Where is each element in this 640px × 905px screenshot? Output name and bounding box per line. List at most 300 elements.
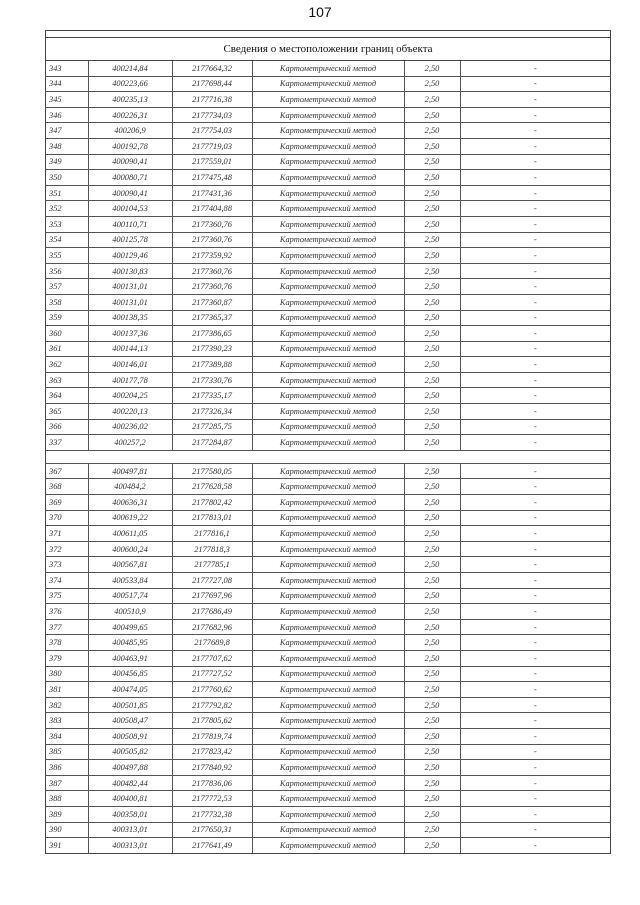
table-top-band <box>46 31 610 38</box>
cell-point-number: 352 <box>46 201 88 217</box>
cell-coord-x: 400125,78 <box>88 232 172 248</box>
cell-accuracy: 2,50 <box>404 341 460 357</box>
table-row <box>46 154 610 170</box>
cell-point-number: 353 <box>46 216 88 232</box>
cell-point-number: 365 <box>46 404 88 420</box>
table-row <box>46 419 610 435</box>
cell-coord-x: 400130,83 <box>88 263 172 279</box>
cell-coord-y: 2177802,42 <box>172 495 252 511</box>
cell-method: Картометрический метод <box>252 697 404 713</box>
cell-method: Картометрический метод <box>252 263 404 279</box>
cell-accuracy: 2,50 <box>404 682 460 698</box>
cell-method: Картометрический метод <box>252 279 404 295</box>
cell-coord-y: 2177330,76 <box>172 372 252 388</box>
table-row <box>46 526 610 542</box>
table-caption: Сведения о местоположении границ объекта <box>46 38 610 61</box>
cell-coord-x: 400104,53 <box>88 201 172 217</box>
cell-point-number: 357 <box>46 279 88 295</box>
table-row <box>46 357 610 373</box>
table-row <box>46 760 610 776</box>
cell-coord-x: 400484,2 <box>88 479 172 495</box>
cell-coord-y: 2177285,75 <box>172 419 252 435</box>
cell-accuracy: 2,50 <box>404 61 460 76</box>
table-row <box>46 263 610 279</box>
cell-description: - <box>460 775 610 791</box>
cell-description: - <box>460 61 610 76</box>
cell-method: Картометрический метод <box>252 372 404 388</box>
cell-method: Картометрический метод <box>252 682 404 698</box>
cell-coord-x: 400474,05 <box>88 682 172 698</box>
cell-coord-x: 400137,36 <box>88 326 172 342</box>
cell-accuracy: 2,50 <box>404 76 460 92</box>
cell-method: Картометрический метод <box>252 619 404 635</box>
table-row <box>46 279 610 295</box>
cell-method: Картометрический метод <box>252 138 404 154</box>
cell-method: Картометрический метод <box>252 61 404 76</box>
cell-accuracy: 2,50 <box>404 372 460 388</box>
cell-coord-y: 2177360,76 <box>172 263 252 279</box>
cell-point-number: 377 <box>46 619 88 635</box>
cell-coord-x: 400505,82 <box>88 744 172 760</box>
table-row <box>46 495 610 511</box>
cell-method: Картометрический метод <box>252 326 404 342</box>
cell-point-number: 358 <box>46 294 88 310</box>
cell-method: Картометрический метод <box>252 185 404 201</box>
table-row <box>46 806 610 822</box>
table-row <box>46 666 610 682</box>
cell-description: - <box>460 619 610 635</box>
cell-coord-y: 2177628,58 <box>172 479 252 495</box>
cell-method: Картометрический метод <box>252 310 404 326</box>
cell-method: Картометрический метод <box>252 388 404 404</box>
table-row <box>46 170 610 186</box>
cell-coord-y: 2177686,49 <box>172 604 252 620</box>
cell-method: Картометрический метод <box>252 510 404 526</box>
cell-coord-y: 2177772,53 <box>172 791 252 807</box>
cell-point-number: 354 <box>46 232 88 248</box>
table-row <box>46 216 610 232</box>
table-row <box>46 248 610 264</box>
cell-accuracy: 2,50 <box>404 791 460 807</box>
cell-accuracy: 2,50 <box>404 526 460 542</box>
table-row <box>46 822 610 838</box>
table-row <box>46 294 610 310</box>
cell-coord-x: 400611,05 <box>88 526 172 542</box>
cell-coord-y: 2177716,38 <box>172 92 252 108</box>
table-row <box>46 541 610 557</box>
table-row <box>46 201 610 217</box>
cell-method: Картометрический метод <box>252 822 404 838</box>
table-row <box>46 107 610 123</box>
table-row <box>46 697 610 713</box>
cell-method: Картометрический метод <box>252 201 404 217</box>
cell-coord-x: 400400,81 <box>88 791 172 807</box>
cell-accuracy: 2,50 <box>404 838 460 853</box>
cell-coord-x: 400517,74 <box>88 588 172 604</box>
cell-point-number: 360 <box>46 326 88 342</box>
section-divider-row <box>46 450 610 463</box>
cell-coord-y: 2177389,88 <box>172 357 252 373</box>
cell-point-number: 346 <box>46 107 88 123</box>
table-row <box>46 463 610 479</box>
cell-description: - <box>460 791 610 807</box>
cell-coord-x: 400090,41 <box>88 185 172 201</box>
cell-point-number: 343 <box>46 61 88 76</box>
table-row <box>46 123 610 139</box>
cell-method: Картометрический метод <box>252 341 404 357</box>
cell-coord-x: 400508,91 <box>88 728 172 744</box>
cell-description: - <box>460 682 610 698</box>
table-row <box>46 372 610 388</box>
cell-description: - <box>460 822 610 838</box>
cell-method: Картометрический метод <box>252 248 404 264</box>
cell-description: - <box>460 123 610 139</box>
cell-coord-x: 400223,66 <box>88 76 172 92</box>
cell-coord-x: 400533,84 <box>88 573 172 589</box>
cell-coord-y: 2177326,34 <box>172 404 252 420</box>
table-row <box>46 232 610 248</box>
cell-coord-x: 400497,88 <box>88 760 172 776</box>
cell-coord-y: 2177431,36 <box>172 185 252 201</box>
cell-coord-y: 2177805,62 <box>172 713 252 729</box>
cell-description: - <box>460 526 610 542</box>
cell-point-number: 347 <box>46 123 88 139</box>
cell-description: - <box>460 760 610 776</box>
cell-coord-y: 2177792,82 <box>172 697 252 713</box>
cell-point-number: 348 <box>46 138 88 154</box>
cell-accuracy: 2,50 <box>404 107 460 123</box>
cell-method: Картометрический метод <box>252 791 404 807</box>
table-row <box>46 388 610 404</box>
cell-coord-y: 2177559,01 <box>172 154 252 170</box>
cell-description: - <box>460 92 610 108</box>
cell-coord-y: 2177727,08 <box>172 573 252 589</box>
table-row <box>46 326 610 342</box>
cell-coord-x: 400131,01 <box>88 294 172 310</box>
cell-accuracy: 2,50 <box>404 123 460 139</box>
cell-point-number: 351 <box>46 185 88 201</box>
cell-point-number: 376 <box>46 604 88 620</box>
table-row <box>46 728 610 744</box>
table-row <box>46 838 610 853</box>
cell-coord-x: 400567,81 <box>88 557 172 573</box>
cell-description: - <box>460 232 610 248</box>
cell-point-number: 362 <box>46 357 88 373</box>
cell-coord-x: 400220,13 <box>88 404 172 420</box>
cell-coord-y: 2177697,96 <box>172 588 252 604</box>
cell-accuracy: 2,50 <box>404 744 460 760</box>
cell-method: Картометрический метод <box>252 713 404 729</box>
cell-point-number: 349 <box>46 154 88 170</box>
cell-point-number: 374 <box>46 573 88 589</box>
cell-coord-x: 400129,46 <box>88 248 172 264</box>
cell-description: - <box>460 541 610 557</box>
cell-method: Картометрический метод <box>252 744 404 760</box>
cell-description: - <box>460 635 610 651</box>
cell-coord-x: 400131,01 <box>88 279 172 295</box>
cell-accuracy: 2,50 <box>404 92 460 108</box>
cell-coord-y: 2177580,05 <box>172 463 252 479</box>
cell-accuracy: 2,50 <box>404 510 460 526</box>
cell-method: Картометрический метод <box>252 435 404 451</box>
cell-method: Картометрический метод <box>252 775 404 791</box>
cell-method: Картометрический метод <box>252 419 404 435</box>
cell-method: Картометрический метод <box>252 806 404 822</box>
cell-description: - <box>460 76 610 92</box>
cell-accuracy: 2,50 <box>404 713 460 729</box>
cell-accuracy: 2,50 <box>404 170 460 186</box>
cell-coord-y: 2177813,01 <box>172 510 252 526</box>
cell-point-number: 345 <box>46 92 88 108</box>
cell-point-number: 385 <box>46 744 88 760</box>
cell-coord-x: 400110,71 <box>88 216 172 232</box>
cell-coord-y: 2177360,87 <box>172 294 252 310</box>
cell-coord-x: 400619,22 <box>88 510 172 526</box>
cell-description: - <box>460 463 610 479</box>
cell-description: - <box>460 588 610 604</box>
coordinates-table <box>46 61 610 853</box>
cell-description: - <box>460 357 610 373</box>
cell-description: - <box>460 263 610 279</box>
cell-accuracy: 2,50 <box>404 263 460 279</box>
cell-description: - <box>460 107 610 123</box>
cell-point-number: 382 <box>46 697 88 713</box>
cell-coord-x: 400206,9 <box>88 123 172 139</box>
cell-accuracy: 2,50 <box>404 154 460 170</box>
cell-point-number: 391 <box>46 838 88 853</box>
cell-coord-x: 400485,95 <box>88 635 172 651</box>
cell-coord-x: 400080,71 <box>88 170 172 186</box>
cell-description: - <box>460 372 610 388</box>
cell-method: Картометрический метод <box>252 463 404 479</box>
cell-coord-y: 2177760,62 <box>172 682 252 698</box>
cell-coord-y: 2177785,1 <box>172 557 252 573</box>
cell-accuracy: 2,50 <box>404 294 460 310</box>
cell-method: Картометрический метод <box>252 123 404 139</box>
cell-accuracy: 2,50 <box>404 310 460 326</box>
cell-point-number: 366 <box>46 419 88 435</box>
cell-accuracy: 2,50 <box>404 248 460 264</box>
cell-coord-x: 400235,13 <box>88 92 172 108</box>
table-row <box>46 775 610 791</box>
cell-accuracy: 2,50 <box>404 279 460 295</box>
cell-description: - <box>460 279 610 295</box>
cell-coord-x: 400090,41 <box>88 154 172 170</box>
page-number: 107 <box>308 4 332 20</box>
table-row <box>46 650 610 666</box>
cell-coord-x: 400313,01 <box>88 838 172 853</box>
table-row <box>46 682 610 698</box>
cell-coord-x: 400508,47 <box>88 713 172 729</box>
cell-method: Картометрический метод <box>252 154 404 170</box>
cell-accuracy: 2,50 <box>404 232 460 248</box>
cell-coord-x: 400510,9 <box>88 604 172 620</box>
cell-coord-y: 2177682,96 <box>172 619 252 635</box>
cell-coord-y: 2177641,49 <box>172 838 252 853</box>
cell-description: - <box>460 728 610 744</box>
cell-point-number: 373 <box>46 557 88 573</box>
cell-point-number: 381 <box>46 682 88 698</box>
cell-point-number: 337 <box>46 435 88 451</box>
cell-coord-x: 400226,31 <box>88 107 172 123</box>
cell-method: Картометрический метод <box>252 666 404 682</box>
cell-coord-y: 2177475,48 <box>172 170 252 186</box>
table-row <box>46 76 610 92</box>
cell-coord-y: 2177816,1 <box>172 526 252 542</box>
cell-point-number: 386 <box>46 760 88 776</box>
cell-method: Картометрический метод <box>252 604 404 620</box>
cell-coord-x: 400501,85 <box>88 697 172 713</box>
cell-accuracy: 2,50 <box>404 760 460 776</box>
cell-description: - <box>460 154 610 170</box>
cell-coord-x: 400257,2 <box>88 435 172 451</box>
cell-coord-x: 400313,01 <box>88 822 172 838</box>
cell-accuracy: 2,50 <box>404 216 460 232</box>
cell-method: Картометрический метод <box>252 357 404 373</box>
cell-description: - <box>460 697 610 713</box>
cell-method: Картометрический метод <box>252 573 404 589</box>
cell-description: - <box>460 557 610 573</box>
cell-description: - <box>460 294 610 310</box>
cell-coord-y: 2177689,8 <box>172 635 252 651</box>
cell-method: Картометрический метод <box>252 588 404 604</box>
table-row <box>46 573 610 589</box>
cell-coord-x: 400499,65 <box>88 619 172 635</box>
cell-accuracy: 2,50 <box>404 435 460 451</box>
cell-point-number: 369 <box>46 495 88 511</box>
cell-description: - <box>460 604 610 620</box>
cell-coord-x: 400192,78 <box>88 138 172 154</box>
cell-accuracy: 2,50 <box>404 357 460 373</box>
cell-description: - <box>460 341 610 357</box>
cell-accuracy: 2,50 <box>404 463 460 479</box>
cell-description: - <box>460 248 610 264</box>
cell-description: - <box>460 650 610 666</box>
cell-coord-y: 2177284,87 <box>172 435 252 451</box>
cell-point-number: 370 <box>46 510 88 526</box>
cell-point-number: 361 <box>46 341 88 357</box>
cell-coord-y: 2177819,74 <box>172 728 252 744</box>
table-row <box>46 310 610 326</box>
cell-description: - <box>460 419 610 435</box>
cell-accuracy: 2,50 <box>404 495 460 511</box>
cell-description: - <box>460 744 610 760</box>
cell-coord-y: 2177359,92 <box>172 248 252 264</box>
cell-accuracy: 2,50 <box>404 822 460 838</box>
table-row <box>46 510 610 526</box>
cell-point-number: 368 <box>46 479 88 495</box>
cell-point-number: 356 <box>46 263 88 279</box>
cell-description: - <box>460 138 610 154</box>
cell-coord-y: 2177360,76 <box>172 216 252 232</box>
cell-coord-y: 2177719,03 <box>172 138 252 154</box>
cell-coord-x: 400600,24 <box>88 541 172 557</box>
cell-accuracy: 2,50 <box>404 201 460 217</box>
cell-point-number: 355 <box>46 248 88 264</box>
cell-coord-x: 400236,02 <box>88 419 172 435</box>
cell-accuracy: 2,50 <box>404 404 460 420</box>
cell-coord-x: 400204,25 <box>88 388 172 404</box>
cell-method: Картометрический метод <box>252 526 404 542</box>
section-divider-cell <box>46 450 610 463</box>
cell-coord-x: 400482,44 <box>88 775 172 791</box>
cell-method: Картометрический метод <box>252 232 404 248</box>
table-row <box>46 588 610 604</box>
cell-coord-y: 2177732,38 <box>172 806 252 822</box>
cell-method: Картометрический метод <box>252 294 404 310</box>
cell-description: - <box>460 310 610 326</box>
cell-coord-y: 2177836,06 <box>172 775 252 791</box>
table-row <box>46 61 610 76</box>
cell-coord-x: 400456,85 <box>88 666 172 682</box>
table-row <box>46 604 610 620</box>
cell-coord-y: 2177698,44 <box>172 76 252 92</box>
cell-coord-y: 2177754,03 <box>172 123 252 139</box>
cell-description: - <box>460 388 610 404</box>
cell-description: - <box>460 495 610 511</box>
cell-method: Картометрический метод <box>252 635 404 651</box>
cell-point-number: 390 <box>46 822 88 838</box>
cell-coord-x: 400463,91 <box>88 650 172 666</box>
table-row <box>46 713 610 729</box>
cell-point-number: 367 <box>46 463 88 479</box>
cell-point-number: 378 <box>46 635 88 651</box>
cell-coord-x: 400177,78 <box>88 372 172 388</box>
cell-description: - <box>460 185 610 201</box>
cell-description: - <box>460 326 610 342</box>
cell-coord-y: 2177823,42 <box>172 744 252 760</box>
cell-point-number: 350 <box>46 170 88 186</box>
cell-accuracy: 2,50 <box>404 419 460 435</box>
cell-method: Картометрический метод <box>252 170 404 186</box>
cell-point-number: 388 <box>46 791 88 807</box>
cell-point-number: 363 <box>46 372 88 388</box>
cell-description: - <box>460 573 610 589</box>
cell-point-number: 380 <box>46 666 88 682</box>
cell-description: - <box>460 838 610 853</box>
table-row <box>46 557 610 573</box>
cell-coord-y: 2177360,76 <box>172 279 252 295</box>
cell-coord-x: 400138,35 <box>88 310 172 326</box>
table-row <box>46 92 610 108</box>
cell-accuracy: 2,50 <box>404 479 460 495</box>
cell-description: - <box>460 170 610 186</box>
cell-coord-y: 2177390,23 <box>172 341 252 357</box>
cell-point-number: 379 <box>46 650 88 666</box>
cell-method: Картометрический метод <box>252 495 404 511</box>
cell-accuracy: 2,50 <box>404 573 460 589</box>
cell-accuracy: 2,50 <box>404 619 460 635</box>
cell-accuracy: 2,50 <box>404 541 460 557</box>
cell-description: - <box>460 666 610 682</box>
cell-accuracy: 2,50 <box>404 728 460 744</box>
table-row <box>46 185 610 201</box>
cell-coord-y: 2177386,65 <box>172 326 252 342</box>
table-row <box>46 635 610 651</box>
cell-accuracy: 2,50 <box>404 557 460 573</box>
cell-description: - <box>460 510 610 526</box>
cell-coord-x: 400146,01 <box>88 357 172 373</box>
cell-accuracy: 2,50 <box>404 806 460 822</box>
cell-accuracy: 2,50 <box>404 635 460 651</box>
cell-coord-x: 400497,81 <box>88 463 172 479</box>
table-row <box>46 341 610 357</box>
cell-method: Картометрический метод <box>252 107 404 123</box>
cell-coord-y: 2177734,03 <box>172 107 252 123</box>
table-row <box>46 479 610 495</box>
cell-method: Картометрический метод <box>252 216 404 232</box>
cell-method: Картометрический метод <box>252 479 404 495</box>
